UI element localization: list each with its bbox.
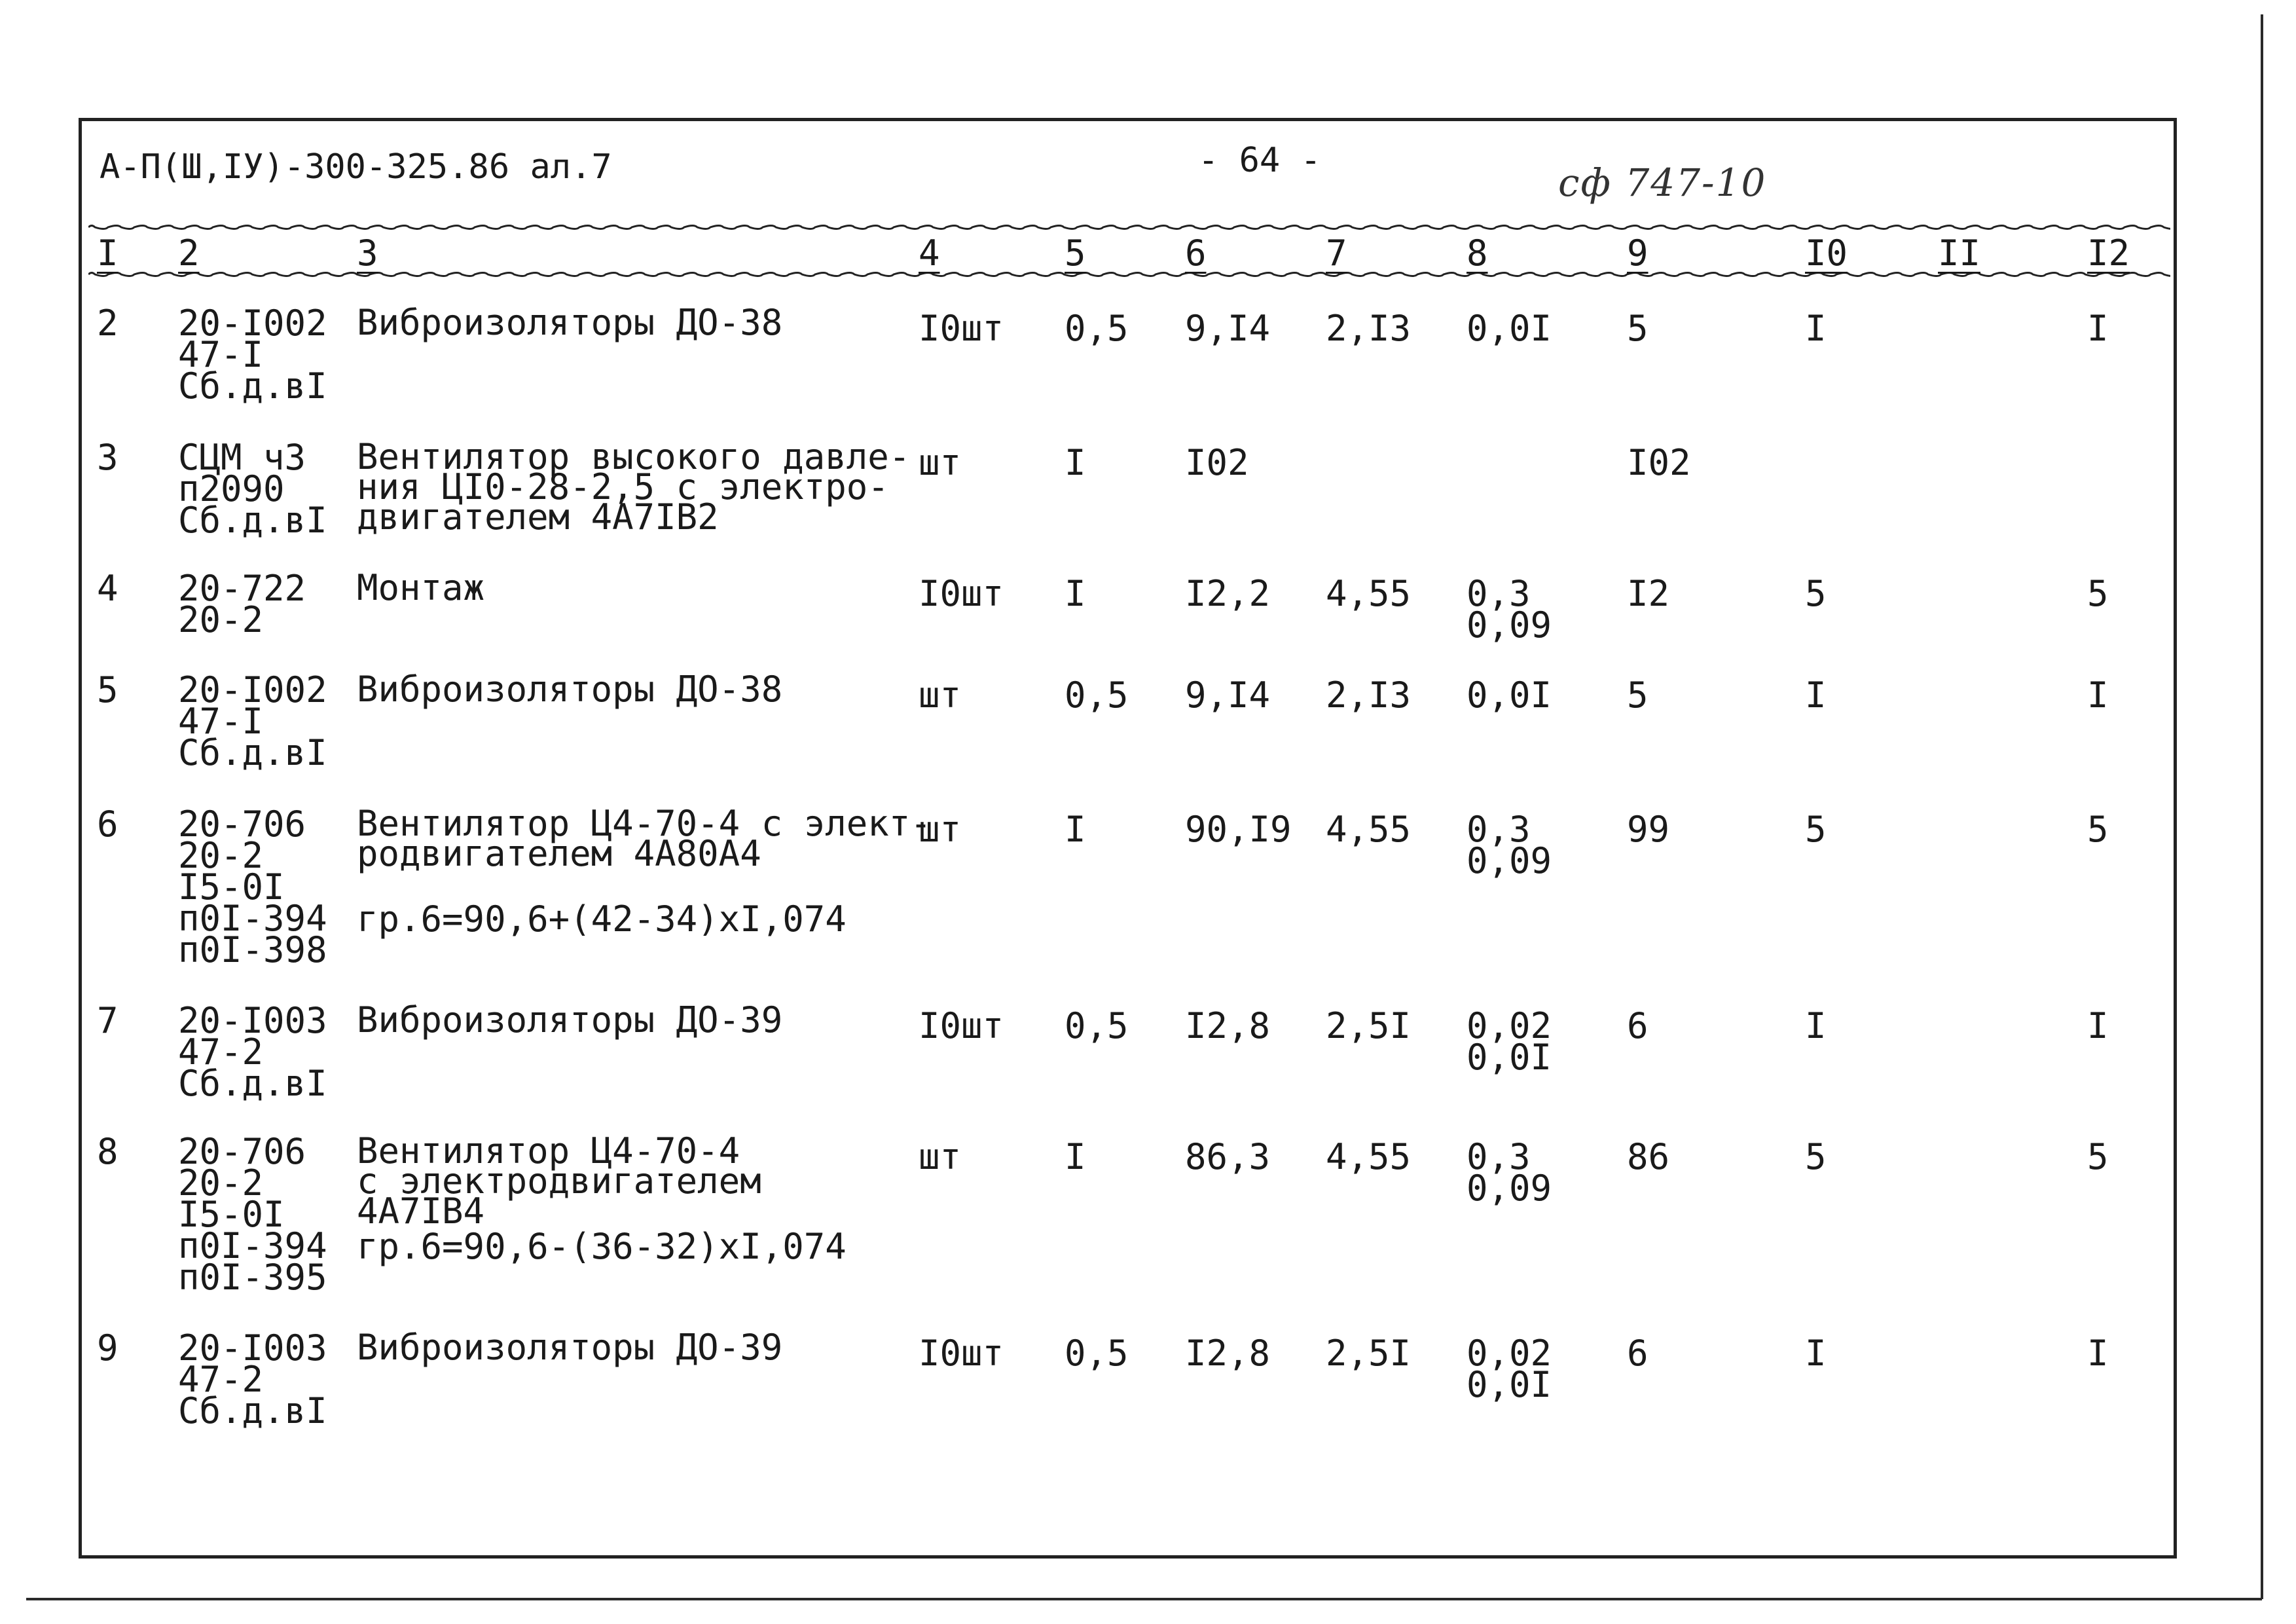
col-8-value: 0,3 0,09: [1467, 573, 1552, 646]
unit: I0шт: [919, 1333, 1004, 1374]
column-number-6: 6: [1185, 232, 1207, 274]
work-description: Монтаж: [357, 567, 485, 608]
col-7-value: 2,5I: [1326, 1005, 1412, 1046]
col-9-value: 6: [1627, 1333, 1649, 1374]
col-8-value: 0,3 0,09: [1467, 1136, 1552, 1209]
column-number-3: 3: [357, 232, 378, 274]
col-10-value: 5: [1805, 573, 1827, 614]
norm-code: 20-706 20-2 I5-0I п0I-394 п0I-398: [178, 803, 327, 970]
quantity: 0,5: [1065, 308, 1129, 349]
work-description: Виброизоляторы ДО-38: [357, 302, 783, 343]
norm-code: 20-I003 47-2 Сб.д.вI: [178, 1327, 327, 1431]
col-12-value: 5: [2087, 1136, 2109, 1177]
quantity: 0,5: [1065, 674, 1129, 716]
work-description: Виброизоляторы ДО-39: [357, 1327, 783, 1368]
quantity: 0,5: [1065, 1005, 1129, 1046]
page-number: - 64 -: [1198, 141, 1321, 180]
norm-code: 20-722 20-2: [178, 568, 306, 640]
price-formula: гр.6=90,6+(42-34)хI,074: [357, 898, 847, 940]
col-8-value: 0,0I: [1467, 674, 1552, 716]
col-6-value: 9,I4: [1185, 308, 1271, 349]
col-6-value: I2,8: [1185, 1333, 1271, 1374]
quantity: I: [1065, 1136, 1086, 1177]
work-description: Виброизоляторы ДО-38: [357, 669, 783, 710]
document-code: А-П(Ш,IУ)-300-325.86 ал.7: [100, 147, 612, 187]
col-6-value: 86,3: [1185, 1136, 1271, 1177]
work-description: Виброизоляторы ДО-39: [357, 999, 783, 1041]
quantity: 0,5: [1065, 1333, 1129, 1374]
col-6-value: I2,8: [1185, 1005, 1271, 1046]
quantity: I: [1065, 573, 1086, 614]
col-12-value: I: [2087, 308, 2109, 349]
column-number-5: 5: [1065, 232, 1086, 274]
norm-code: 20-706 20-2 I5-0I п0I-394 п0I-395: [178, 1131, 327, 1298]
col-10-value: 5: [1805, 809, 1827, 850]
col-8-value: 0,3 0,09: [1467, 809, 1552, 881]
col-9-value: 6: [1627, 1005, 1649, 1046]
work-description: Вентилятор Ц4-70-4 с электродвигателем 4А7IВ4: [357, 1130, 761, 1232]
col-7-value: 2,I3: [1326, 308, 1412, 349]
column-number-2: 2: [178, 232, 200, 274]
row-number: 8: [97, 1131, 118, 1172]
col-9-value: 5: [1627, 308, 1649, 349]
work-description: Вентилятор высокого давле- ния ЦI0-28-2,5 с электро- двигателем 4А7IВ2: [357, 436, 911, 538]
column-number-11: II: [1938, 232, 1981, 274]
col-8-value: 0,02 0,0I: [1467, 1005, 1552, 1078]
col-9-value: 5: [1627, 674, 1649, 716]
handwritten-note: сф 747-10: [1558, 160, 1767, 205]
col-12-value: I: [2087, 674, 2109, 716]
col-7-value: 4,55: [1326, 1136, 1412, 1177]
col-9-value: 99: [1627, 809, 1670, 850]
unit: шт: [919, 674, 962, 716]
column-number-10: I0: [1805, 232, 1848, 274]
col-10-value: I: [1805, 1005, 1827, 1046]
col-6-value: 90,I9: [1185, 809, 1292, 850]
norm-code: 20-I002 47-I Сб.д.вI: [178, 303, 327, 407]
col-12-value: I: [2087, 1333, 2109, 1374]
col-8-value: 0,0I: [1467, 308, 1552, 349]
col-9-value: 86: [1627, 1136, 1670, 1177]
norm-code: СЦМ ч3 п2090 Сб.д.вI: [178, 437, 327, 541]
unit: шт: [919, 1136, 962, 1177]
column-number-8: 8: [1467, 232, 1488, 274]
column-number-1: I: [97, 232, 118, 274]
col-7-value: 2,5I: [1326, 1333, 1412, 1374]
unit: I0шт: [919, 573, 1004, 614]
col-12-value: 5: [2087, 573, 2109, 614]
row-number: 4: [97, 568, 118, 609]
header-wavy-rule-top: [88, 223, 2170, 232]
work-description: Вентилятор Ц4-70-4 с элект- родвигателем 4А80А4: [357, 803, 932, 874]
unit: шт: [919, 809, 962, 850]
norm-code: 20-I002 47-I Сб.д.вI: [178, 669, 327, 773]
column-number-7: 7: [1326, 232, 1347, 274]
unit: I0шт: [919, 1005, 1004, 1046]
page-edge-right: [2261, 14, 2263, 1599]
column-number-9: 9: [1627, 232, 1649, 274]
column-number-4: 4: [919, 232, 940, 274]
col-10-value: I: [1805, 1333, 1827, 1374]
col-12-value: 5: [2087, 809, 2109, 850]
quantity: I: [1065, 442, 1086, 483]
quantity: I: [1065, 809, 1086, 850]
column-number-12: I2: [2087, 232, 2130, 274]
price-formula: гр.6=90,6-(36-32)хI,074: [357, 1226, 847, 1267]
row-number: 9: [97, 1327, 118, 1369]
row-number: 6: [97, 803, 118, 845]
col-10-value: 5: [1805, 1136, 1827, 1177]
page-edge-bottom: [26, 1598, 2262, 1600]
col-7-value: 4,55: [1326, 573, 1412, 614]
row-number: 2: [97, 303, 118, 344]
norm-code: 20-I003 47-2 Сб.д.вI: [178, 1000, 327, 1104]
row-number: 3: [97, 437, 118, 478]
row-number: 7: [97, 1000, 118, 1041]
col-7-value: 4,55: [1326, 809, 1412, 850]
col-6-value: 9,I4: [1185, 674, 1271, 716]
col-9-value: I2: [1627, 573, 1670, 614]
col-9-value: I02: [1627, 442, 1691, 483]
col-10-value: I: [1805, 674, 1827, 716]
col-6-value: I2,2: [1185, 573, 1271, 614]
unit: I0шт: [919, 308, 1004, 349]
header-wavy-rule-bottom: [88, 270, 2170, 279]
row-number: 5: [97, 669, 118, 710]
col-12-value: I: [2087, 1005, 2109, 1046]
col-10-value: I: [1805, 308, 1827, 349]
col-8-value: 0,02 0,0I: [1467, 1333, 1552, 1405]
unit: шт: [919, 442, 962, 483]
col-6-value: I02: [1185, 442, 1249, 483]
col-7-value: 2,I3: [1326, 674, 1412, 716]
